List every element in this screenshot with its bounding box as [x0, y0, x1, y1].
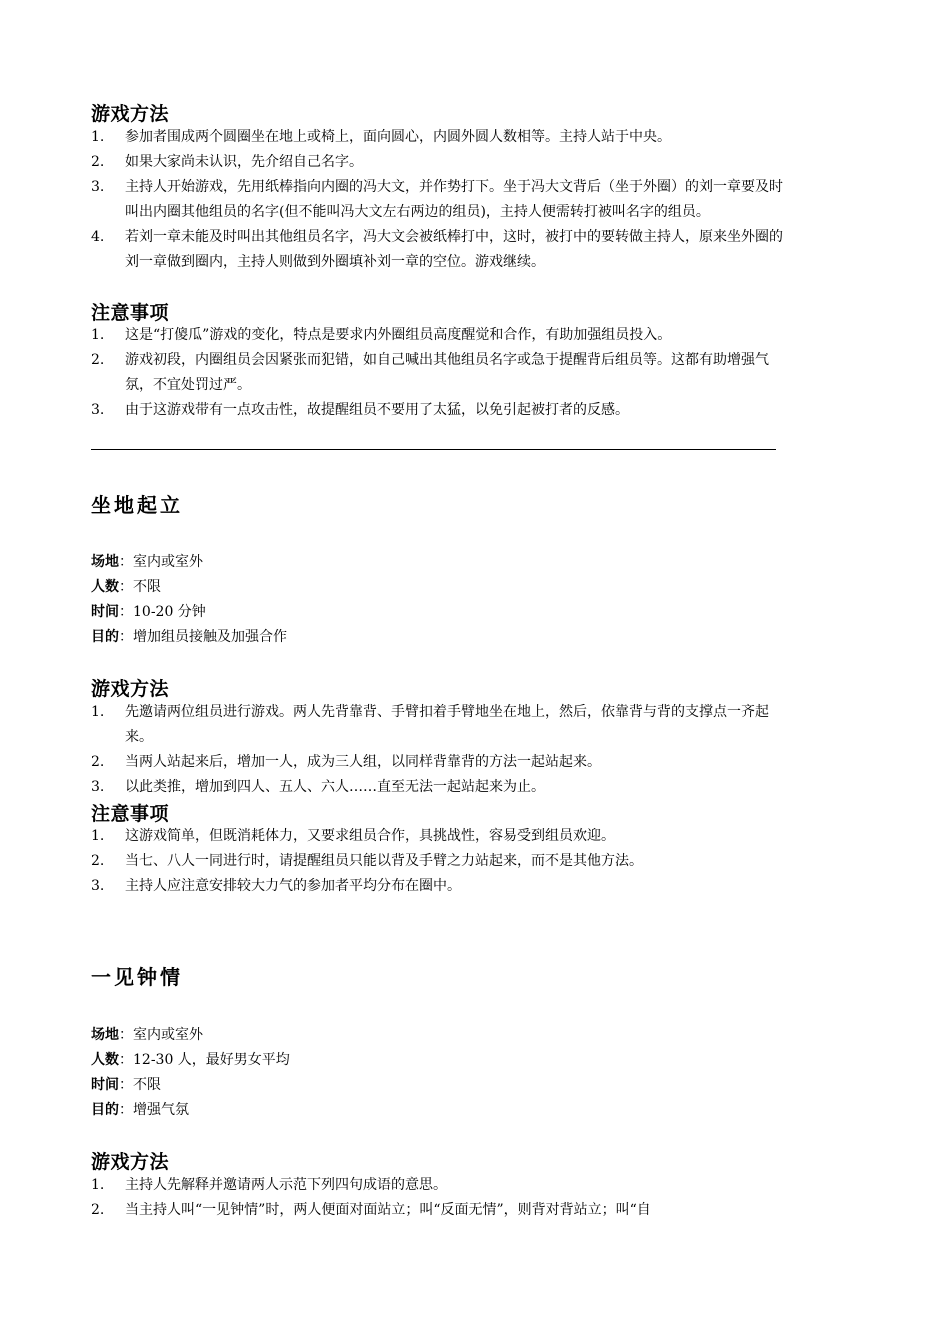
info-row: 场地：室内或室外	[91, 554, 203, 570]
list-item: 1. 主持人先解释并邀请两人示范下列四句成语的意思。	[91, 1177, 447, 1193]
game-info	[91, 550, 287, 650]
info-row: 时间：10-20 分钟	[91, 604, 206, 620]
method-heading: 游戏方法	[91, 678, 170, 700]
game-info	[91, 1023, 290, 1123]
list-item: 3. 主持人开始游戏，先用纸棒指向内圈的冯大文，并作势打下。坐于冯大文背后（坐于外圈）的刘一章要及时叫出内圈其他组员的名字(但不能叫冯大文左右两边的组员)，主持人便需转打被叫名字的组员。	[91, 179, 783, 220]
list-item: 2. 游戏初段，内圈组员会因紧张而犯错，如自己喊出其他组员名字或急于提醒背后组员等。这都有助增强气氛，不宜处罚过严。	[91, 352, 769, 393]
list-item: 1. 这游戏简单，但既消耗体力，又要求组员合作，具挑战性，容易受到组员欢迎。	[91, 828, 615, 844]
list-item: 4. 若刘一章未能及时叫出其他组员名字，冯大文会被纸棒打中，这时，被打中的要转做主持人，原来坐外圈的刘一章做到圈内，主持人则做到外圈填补刘一章的空位。游戏继续。	[91, 229, 783, 270]
list-item: 3. 由于这游戏带有一点攻击性，故提醒组员不要用了太猛，以免引起被打者的反感。	[91, 402, 629, 418]
list-item: 1. 先邀请两位组员进行游戏。两人先背靠背、手臂扣着手臂地坐在地上，然后，依靠背与背的支撑点一齐起来。	[91, 704, 769, 745]
info-row: 人数：不限	[91, 579, 161, 595]
list-item: 1. 参加者围成两个圆圈坐在地上或椅上，面向圆心，内圆外圆人数相等。主持人站于中央。	[91, 129, 671, 145]
horizontal-divider	[91, 449, 776, 450]
method-heading: 游戏方法	[91, 1151, 170, 1173]
method-list	[91, 1173, 791, 1223]
method-heading: 游戏方法	[91, 103, 170, 125]
info-row: 目的：增加组员接触及加强合作	[91, 629, 287, 645]
info-row: 目的：增强气氛	[91, 1102, 189, 1118]
method-list	[91, 700, 791, 800]
info-row: 时间：不限	[91, 1077, 161, 1093]
list-item: 2. 当七、八人一同进行时，请提醒组员只能以背及手臂之力站起来，而不是其他方法。	[91, 853, 643, 869]
method-list	[91, 125, 791, 275]
list-item: 2. 如果大家尚未认识，先介绍自己名字。	[91, 154, 363, 170]
list-item: 1. 这是“打傻瓜”游戏的变化，特点是要求内外圈组员高度醒觉和合作，有助加强组员投入。	[91, 327, 672, 343]
notes-heading: 注意事项	[91, 803, 170, 825]
game-title: 一见钟情	[91, 965, 183, 989]
notes-heading: 注意事项	[91, 302, 170, 324]
list-item: 3. 主持人应注意安排较大力气的参加者平均分布在圈中。	[91, 878, 461, 894]
list-item: 3. 以此类推，增加到四人、五人、六人……直至无法一起站起来为止。	[91, 779, 545, 795]
notes-list	[91, 323, 791, 423]
info-row: 场地：室内或室外	[91, 1027, 203, 1043]
list-item: 2. 当主持人叫“一见钟情”时，两人便面对面站立；叫“反面无情”，则背对背站立；叫“自	[91, 1202, 651, 1218]
notes-list	[91, 824, 791, 899]
list-item: 2. 当两人站起来后，增加一人，成为三人组，以同样背靠背的方法一起站起来。	[91, 754, 601, 770]
game-title: 坐地起立	[91, 493, 183, 517]
info-row: 人数：12-30 人，最好男女平均	[91, 1052, 290, 1068]
